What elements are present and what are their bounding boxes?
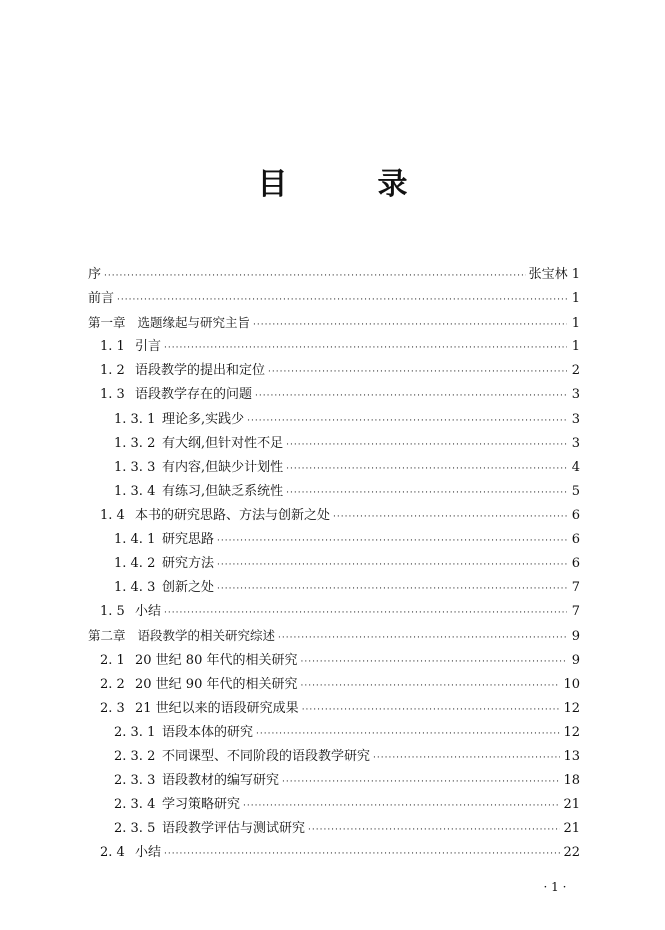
- toc-page-number: 10: [563, 676, 580, 692]
- dot-leader: [286, 457, 567, 481]
- toc-page-number: 7: [571, 604, 580, 620]
- toc-entry-title: 序: [88, 267, 102, 282]
- section-number: 2. 3: [100, 700, 125, 716]
- section-number: 2. 1: [100, 652, 125, 668]
- toc-entry-2-3-2[interactable]: [88, 745, 580, 769]
- dot-leader: [278, 626, 567, 650]
- section-number: 1. 2: [100, 363, 125, 379]
- toc-page-number: 9: [571, 629, 580, 645]
- toc-entry-foreword[interactable]: [88, 287, 580, 311]
- toc-entry-title: 有大纲,但针对性不足: [162, 435, 284, 451]
- section-number: 1. 5: [100, 604, 125, 620]
- dot-leader: [286, 433, 567, 457]
- toc-entry-2-3-4[interactable]: [88, 793, 580, 817]
- toc-entry-1-3[interactable]: [88, 383, 580, 407]
- dot-leader: [256, 722, 560, 746]
- toc-entry-chapter-1[interactable]: [88, 311, 580, 335]
- toc-page-number: 4: [571, 459, 580, 475]
- toc-entry-chapter-2[interactable]: [88, 624, 580, 648]
- section-number: 1. 3. 3: [114, 459, 156, 475]
- dot-leader: [300, 674, 560, 698]
- dot-leader: [308, 818, 560, 842]
- dot-leader: [217, 529, 567, 553]
- dot-leader: [104, 264, 526, 288]
- toc-entry-1-4-3[interactable]: [88, 576, 580, 600]
- toc-entry-1-2[interactable]: [88, 359, 580, 383]
- table-of-contents: [88, 263, 580, 865]
- chapter-label: 第一章: [88, 315, 126, 331]
- dot-leader: [300, 650, 567, 674]
- toc-page-number: 6: [571, 556, 580, 572]
- dot-leader: [282, 770, 560, 794]
- toc-entry-1-4-2[interactable]: [88, 552, 580, 576]
- toc-entry-title: 不同课型、不同阶段的语段教学研究: [162, 748, 371, 764]
- dot-leader: [217, 553, 567, 577]
- toc-entry-title: 创新之处: [162, 580, 215, 596]
- toc-entry-title: 语段教学评估与测试研究: [162, 821, 306, 837]
- section-number: 2. 3. 1: [114, 724, 156, 740]
- toc-entry-title: 本书的研究思路、方法与创新之处: [135, 507, 331, 523]
- toc-entry-title: 语段本体的研究: [162, 724, 254, 740]
- toc-entry-1-4[interactable]: [88, 504, 580, 528]
- toc-entry-title: 21 世纪以来的语段研究成果: [135, 700, 299, 716]
- dot-leader: [217, 577, 567, 601]
- section-number: 2. 3. 5: [114, 821, 156, 837]
- toc-page-number: 张宝林 1: [528, 267, 580, 282]
- dot-leader: [253, 313, 567, 337]
- toc-entry-title: 有内容,但缺少计划性: [162, 459, 284, 475]
- toc-entry-2-3-3[interactable]: [88, 769, 580, 793]
- toc-page-number: 1: [571, 291, 580, 307]
- toc-entry-title: 研究思路: [162, 532, 215, 548]
- toc-entry-2-3[interactable]: [88, 697, 580, 721]
- dot-leader: [302, 698, 561, 722]
- toc-page-number: 21: [563, 821, 580, 837]
- dot-leader: [373, 746, 560, 770]
- section-number: 2. 3. 3: [114, 772, 156, 788]
- toc-entry-title: 20 世纪 90 年代的相关研究: [135, 676, 298, 692]
- toc-entry-2-1[interactable]: [88, 649, 580, 673]
- toc-entry-2-3-1[interactable]: [88, 721, 580, 745]
- toc-page-number: 12: [563, 724, 580, 740]
- toc-entry-1-5[interactable]: [88, 600, 580, 624]
- toc-page-number: 5: [571, 483, 580, 499]
- toc-page-number: 12: [563, 700, 580, 716]
- section-number: 1. 3. 1: [114, 411, 156, 427]
- section-number: 1. 4. 3: [114, 580, 156, 596]
- dot-leader: [164, 842, 560, 866]
- toc-entry-title: 语段教学存在的问题: [135, 387, 253, 403]
- toc-entry-1-3-2[interactable]: [88, 432, 580, 456]
- section-number: 1. 4: [100, 507, 125, 523]
- dot-leader: [268, 360, 567, 384]
- toc-page-number: 13: [563, 748, 580, 764]
- toc-page-number: 1: [571, 316, 580, 332]
- toc-entry-title: 有练习,但缺乏系统性: [162, 483, 284, 499]
- toc-page-number: 3: [571, 435, 580, 451]
- toc-entry-1-4-1[interactable]: [88, 528, 580, 552]
- toc-entry-title: 引言: [135, 339, 162, 355]
- section-number: 1. 3. 4: [114, 483, 156, 499]
- toc-page-number: 6: [571, 507, 580, 523]
- toc-entry-title: 理论多,实践少: [162, 411, 245, 427]
- toc-page-number: 21: [563, 797, 580, 813]
- page-title: 目 录: [257, 167, 438, 202]
- dot-leader: [164, 601, 567, 625]
- toc-entry-title: 小结: [135, 604, 162, 620]
- toc-entry-title: 学习策略研究: [162, 797, 241, 813]
- toc-entry-1-3-4[interactable]: [88, 480, 580, 504]
- toc-entry-2-2[interactable]: [88, 673, 580, 697]
- toc-entry-2-4[interactable]: [88, 841, 580, 865]
- dot-leader: [247, 409, 567, 433]
- dot-leader: [333, 505, 567, 529]
- toc-entry-title: 小结: [135, 845, 162, 861]
- toc-page-number: 2: [571, 363, 580, 379]
- section-number: 1. 3. 2: [114, 435, 156, 451]
- section-number: 1. 3: [100, 387, 125, 403]
- toc-entry-title: 前言: [88, 291, 115, 307]
- toc-entry-1-3-3[interactable]: [88, 456, 580, 480]
- section-number: 2. 3. 4: [114, 797, 156, 813]
- toc-entry-1-1[interactable]: [88, 335, 580, 359]
- toc-page-number: 1: [571, 339, 580, 355]
- toc-entry-title: 选题缘起与研究主旨: [137, 315, 251, 331]
- toc-page-number: 3: [571, 411, 580, 427]
- toc-page-number: 9: [571, 652, 580, 668]
- dot-leader: [117, 288, 567, 312]
- dot-leader: [243, 794, 560, 818]
- toc-entry-preface[interactable]: [88, 263, 580, 287]
- toc-entry-title: 语段教学的提出和定位: [135, 363, 266, 379]
- dot-leader: [164, 336, 567, 360]
- toc-page-number: 6: [571, 532, 580, 548]
- dot-leader: [286, 481, 567, 505]
- toc-page-number: 22: [563, 845, 580, 861]
- page-number: · 1 ·: [543, 880, 567, 894]
- section-number: 2. 4: [100, 845, 125, 861]
- chapter-label: 第二章: [88, 628, 126, 644]
- toc-entry-title: 语段教学的相关研究综述: [137, 628, 276, 644]
- section-number: 1. 4. 2: [114, 556, 156, 572]
- dot-leader: [255, 384, 567, 408]
- section-number: 1. 4. 1: [114, 532, 156, 548]
- section-number: 2. 3. 2: [114, 748, 156, 764]
- section-number: 1. 1: [100, 339, 125, 355]
- toc-page-number: 18: [563, 772, 580, 788]
- toc-entry-2-3-5[interactable]: [88, 817, 580, 841]
- toc-entry-title: 20 世纪 80 年代的相关研究: [135, 652, 298, 668]
- toc-page-number: 7: [571, 580, 580, 596]
- toc-entry-title: 研究方法: [162, 556, 215, 572]
- toc-entry-title: 语段教材的编写研究: [162, 772, 280, 788]
- toc-entry-1-3-1[interactable]: [88, 408, 580, 432]
- toc-page-number: 3: [571, 387, 580, 403]
- section-number: 2. 2: [100, 676, 125, 692]
